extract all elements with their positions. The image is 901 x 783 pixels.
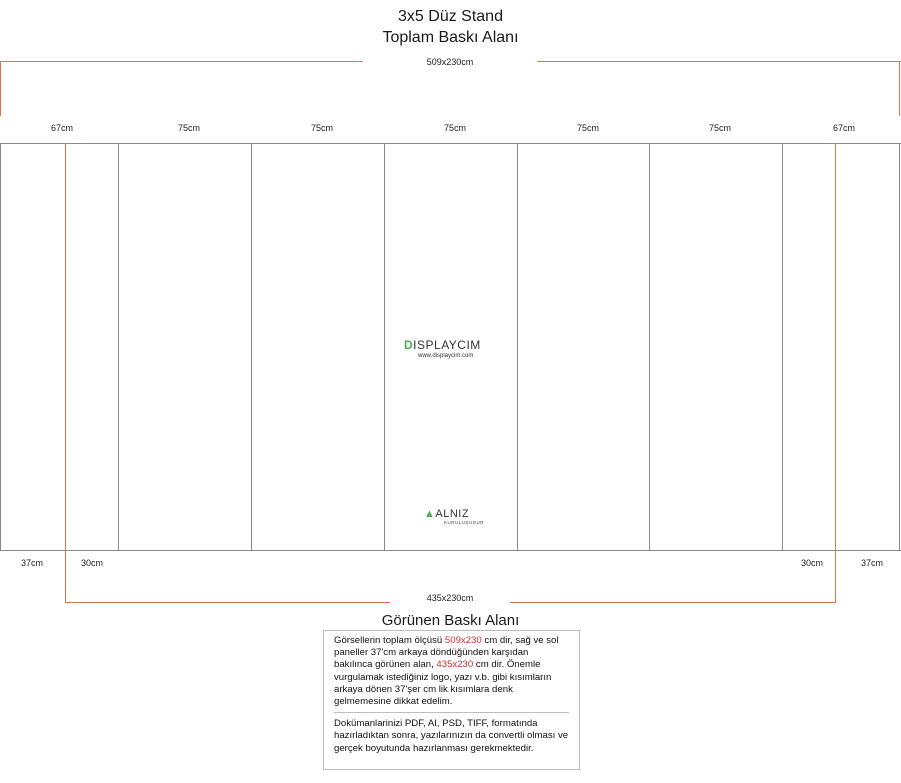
- total-dim-line-left: [0, 61, 363, 62]
- panel-label-7: 67cm: [832, 123, 855, 133]
- panel-divider-7: [899, 143, 900, 551]
- panel-divider-2: [251, 143, 252, 551]
- panel-frame-bottom: [0, 550, 901, 551]
- diagram-subtitle: Toplam Baskı Alanı: [382, 29, 519, 46]
- total-size-highlight: 509x230: [444, 635, 482, 646]
- total-dim-tick-right: [899, 61, 900, 116]
- visible-size-highlight: 435x230: [436, 659, 474, 671]
- panel-divider-6: [782, 143, 783, 551]
- panel-label-2: 75cm: [177, 123, 200, 133]
- panel-label-3: 75cm: [310, 123, 333, 133]
- total-dim-line-right: [537, 61, 901, 62]
- diagram-title: 3x5 Düz Stand: [398, 8, 503, 25]
- visible-dimension-label: 435x230cm: [390, 593, 510, 603]
- alniz-logo: [424, 508, 494, 525]
- bottom-label-right-outer: 37cm: [860, 558, 883, 568]
- panel-label-4: 75cm: [443, 123, 466, 133]
- panel-label-5: 75cm: [576, 123, 599, 133]
- bottom-label-right-inner: 30cm: [800, 558, 823, 568]
- panel-divider-0: [0, 143, 1, 551]
- panel-label-6: 75cm: [708, 123, 731, 133]
- info-separator: [334, 712, 569, 713]
- fold-line-right: [835, 143, 836, 603]
- displaycim-url: www.displaycim.com: [418, 353, 474, 359]
- info-box: [323, 630, 580, 770]
- displaycim-brand: DISPLAYCIM: [404, 338, 481, 352]
- visible-area-title: Görünen Baskı Alanı: [381, 612, 520, 629]
- panel-divider-3: [384, 143, 385, 551]
- alniz-brand: ▲ALNIZ: [424, 508, 470, 520]
- bottom-label-left-outer: 37cm: [20, 558, 43, 568]
- panel-frame-top: [0, 143, 901, 144]
- fold-line-left: [65, 143, 66, 603]
- panel-divider-1: [118, 143, 119, 551]
- total-dim-tick-left: [0, 61, 1, 116]
- panel-label-1: 67cm: [50, 123, 73, 133]
- bottom-label-left-inner: 30cm: [80, 558, 103, 568]
- panel-divider-4: [517, 143, 518, 551]
- total-dimension-label: 509x230cm: [426, 57, 474, 67]
- alniz-sub: KURULUŞUDUR: [444, 520, 485, 525]
- displaycim-logo: [404, 338, 504, 359]
- info-paragraph-2: Dokümanlarinizi PDF, AI, PSD, TIFF, formatında hazırladıktan sonra, yazılarınızın da convertli olması ve gerçek boyutunda hazırlanması gerekmektedir.: [334, 718, 569, 754]
- panel-divider-5: [649, 143, 650, 551]
- info-paragraph-1: Görsellerin toplam ölçüsü 509x230 cm dir, sağ ve sol paneller 37'cm arkaya döndüğünden karşıdan bakılınca görünen alan, 435x230 cm dir. Önemle vurgulamak istediğiniz logo, yazı v.b. gibi kısımların arkaya dönen 37'şer cm lik kısımlara denk gelmemesine dikkat edelim.: [334, 635, 559, 708]
